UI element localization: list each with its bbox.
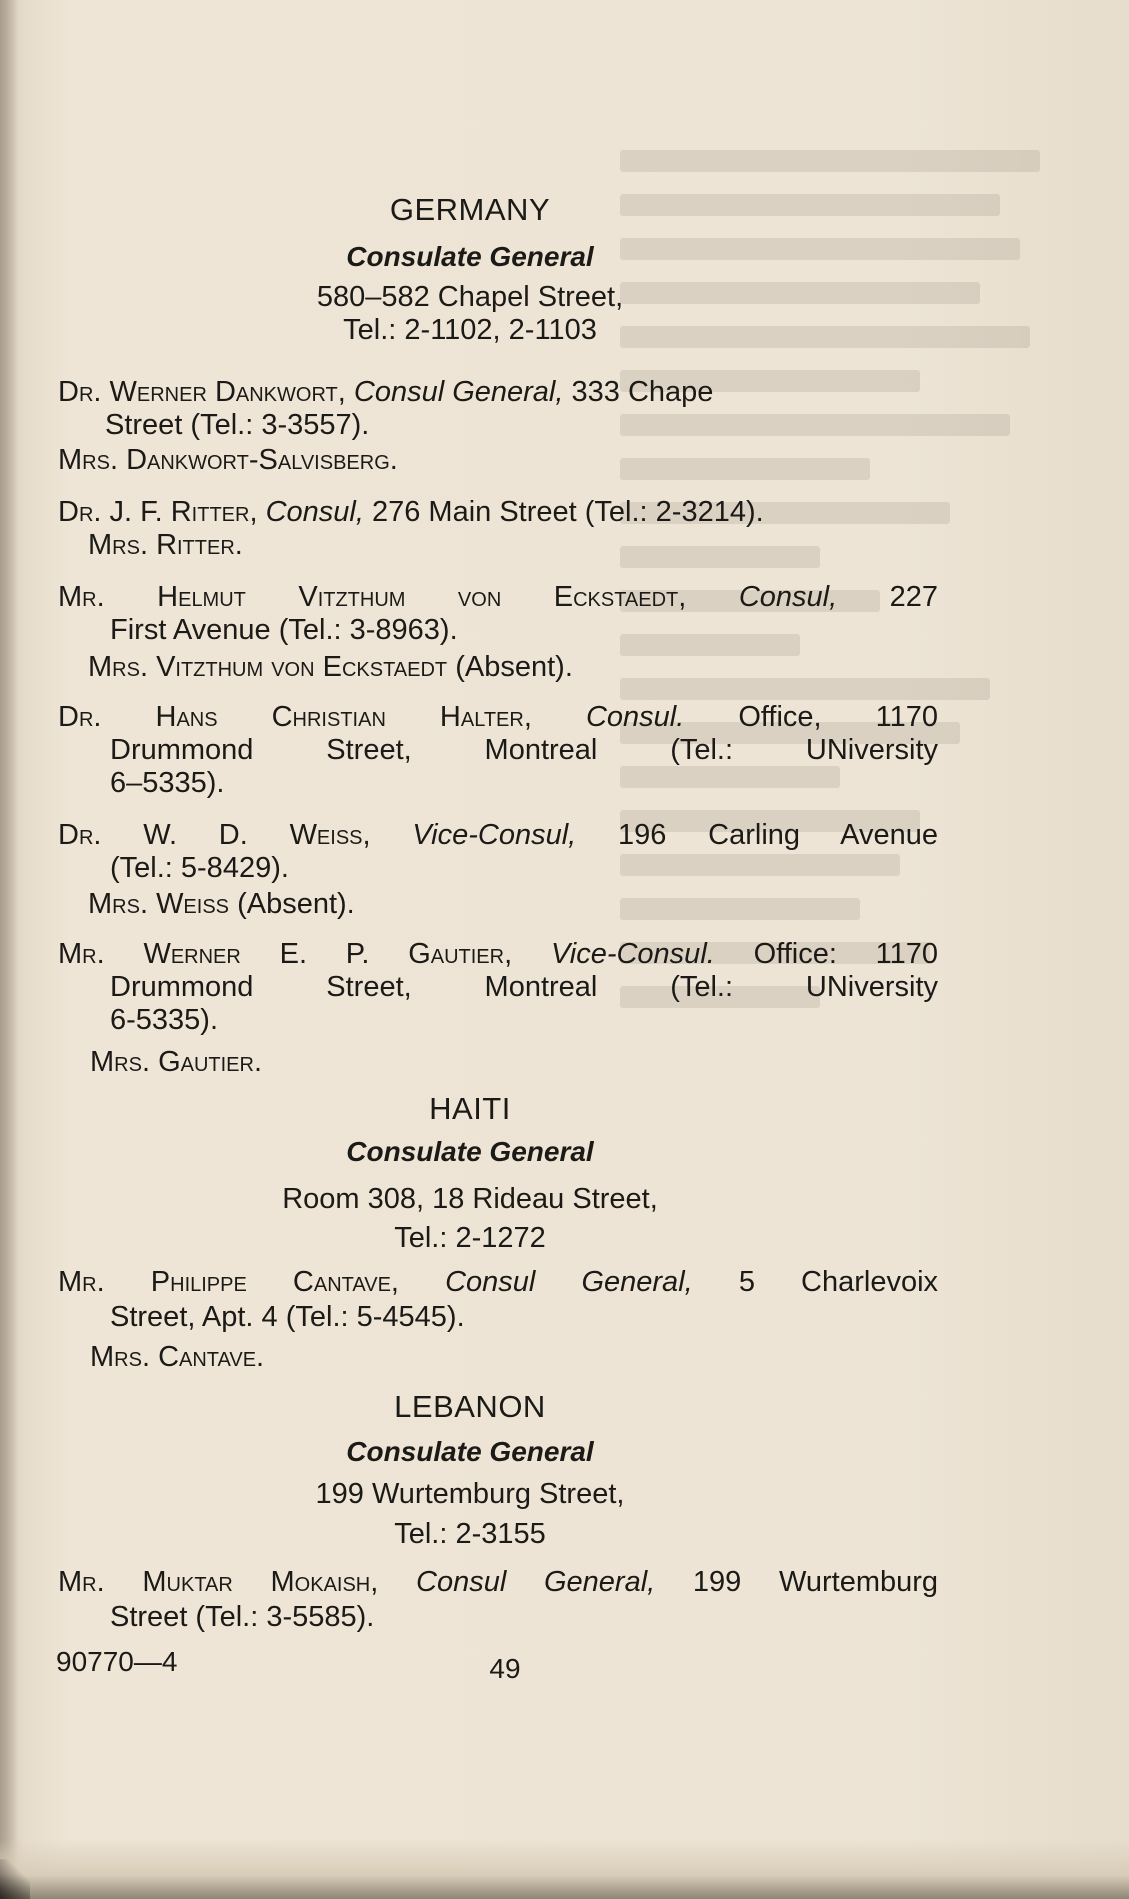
person-role: Consul General, <box>445 1266 693 1298</box>
phone-germany: Tel.: 2-1102, 2-1103 <box>343 314 597 346</box>
person-name: Gautier. <box>158 1046 263 1078</box>
entry-mrs-ritter <box>88 528 243 562</box>
entry-continuation: (Tel.: 5-8429). <box>110 852 289 884</box>
entry-cantave <box>58 1265 938 1299</box>
entry-continuation: Drummond Street, Montreal (Tel.: UNiversity <box>110 734 938 766</box>
honorific: Mrs. <box>88 888 148 920</box>
honorific: Dr. <box>58 701 102 733</box>
honorific: Dr. <box>58 496 102 528</box>
entry-mrs-cantave <box>90 1340 264 1374</box>
entry-mokaish <box>58 1565 938 1599</box>
address-haiti: Room 308, 18 Rideau Street, <box>282 1183 658 1215</box>
entry-mrs-weiss <box>88 887 355 921</box>
page-number: 49 <box>489 1653 521 1684</box>
honorific: Mr. <box>58 938 105 970</box>
honorific: Mrs. <box>88 529 148 561</box>
person-name: Philippe Cantave, <box>150 1266 399 1298</box>
honorific: Mr. <box>58 1566 105 1598</box>
person-address: 227 <box>889 581 939 613</box>
person-address: Office: 1170 <box>753 938 939 970</box>
honorific: Mrs. <box>58 444 118 476</box>
section-heading-haiti: HAITI <box>429 1091 511 1126</box>
person-address: Office, 1170 <box>738 701 939 733</box>
office-type-haiti: Consulate General <box>346 1136 594 1167</box>
honorific: Dr. <box>58 376 102 408</box>
honorific: Mrs. <box>90 1046 150 1078</box>
honorific: Mrs. <box>90 1341 150 1373</box>
phone-lebanon: Tel.: 2-3155 <box>394 1518 546 1550</box>
person-address: 199 Wurtemburg <box>692 1566 939 1598</box>
entry-continuation: 6-5335). <box>110 1004 219 1036</box>
person-role: Consul General, <box>353 376 564 408</box>
person-note: (Absent). <box>455 651 573 683</box>
entry-vitzthum <box>58 580 938 614</box>
person-name: Dankwort-Salvisberg. <box>126 444 398 476</box>
entry-weiss <box>58 818 938 852</box>
person-address: 276 Main Street (Tel.: 2-3214). <box>371 496 764 528</box>
person-role: Vice-Consul, <box>412 819 577 851</box>
entry-continuation: Street, Apt. 4 (Tel.: 5-4545). <box>110 1301 465 1333</box>
office-type-lebanon: Consulate General <box>346 1436 594 1467</box>
person-name: Hans Christian Halter, <box>155 701 532 733</box>
entry-dankwort <box>58 375 938 409</box>
entry-gautier <box>58 937 938 971</box>
person-name: Werner E. P. Gautier, <box>143 938 513 970</box>
entry-mrs-gautier <box>90 1045 262 1079</box>
entry-mrs-vitzthum <box>88 650 573 684</box>
honorific: Mr. <box>58 1266 105 1298</box>
person-name: Werner Dankwort, <box>109 376 346 408</box>
office-type-germany: Consulate General <box>346 241 594 272</box>
person-role: Consul General, <box>416 1566 656 1598</box>
honorific: Dr. <box>58 819 102 851</box>
person-name: Cantave. <box>158 1341 265 1373</box>
person-address: 333 Chape <box>571 376 714 408</box>
entry-ritter <box>58 495 764 529</box>
person-role: Consul. <box>585 701 685 733</box>
person-name: Vitzthum von Eckstaedt <box>156 651 448 683</box>
entry-continuation: 6–5335). <box>110 767 225 799</box>
section-heading-lebanon: LEBANON <box>394 1389 546 1424</box>
person-role: Consul, <box>738 581 838 613</box>
person-address: 196 Carling Avenue <box>618 819 939 851</box>
entry-continuation: First Avenue (Tel.: 3-8963). <box>110 614 458 646</box>
person-name: J. F. Ritter, <box>109 496 258 528</box>
address-lebanon: 199 Wurtemburg Street, <box>315 1478 625 1510</box>
person-role: Consul, <box>265 496 364 528</box>
person-name: Muktar Mokaish, <box>142 1566 379 1598</box>
address-germany: 580–582 Chapel Street, <box>316 281 624 313</box>
printer-folio-mark: 90770—4 <box>56 1646 178 1677</box>
phone-haiti: Tel.: 2-1272 <box>394 1222 546 1254</box>
person-name: Helmut Vitzthum von Eckstaedt, <box>157 581 687 613</box>
person-name: Ritter. <box>156 529 243 561</box>
entry-halter <box>58 700 938 734</box>
section-heading-germany: GERMANY <box>389 192 551 227</box>
entry-continuation: Street (Tel.: 3-3557). <box>105 409 370 441</box>
person-address: 5 Charlevoix <box>738 1266 939 1298</box>
entry-continuation: Drummond Street, Montreal (Tel.: UNiversity <box>110 971 938 1003</box>
honorific: Mr. <box>58 581 105 613</box>
person-note: (Absent). <box>237 888 355 920</box>
person-name: W. D. Weiss, <box>143 819 371 851</box>
entry-continuation: Street (Tel.: 3-5585). <box>110 1601 375 1633</box>
person-role: Vice-Consul. <box>550 938 715 970</box>
honorific: Mrs. <box>88 651 148 683</box>
person-name: Weiss <box>156 888 230 920</box>
entry-dankwort-salvisberg <box>58 443 398 477</box>
